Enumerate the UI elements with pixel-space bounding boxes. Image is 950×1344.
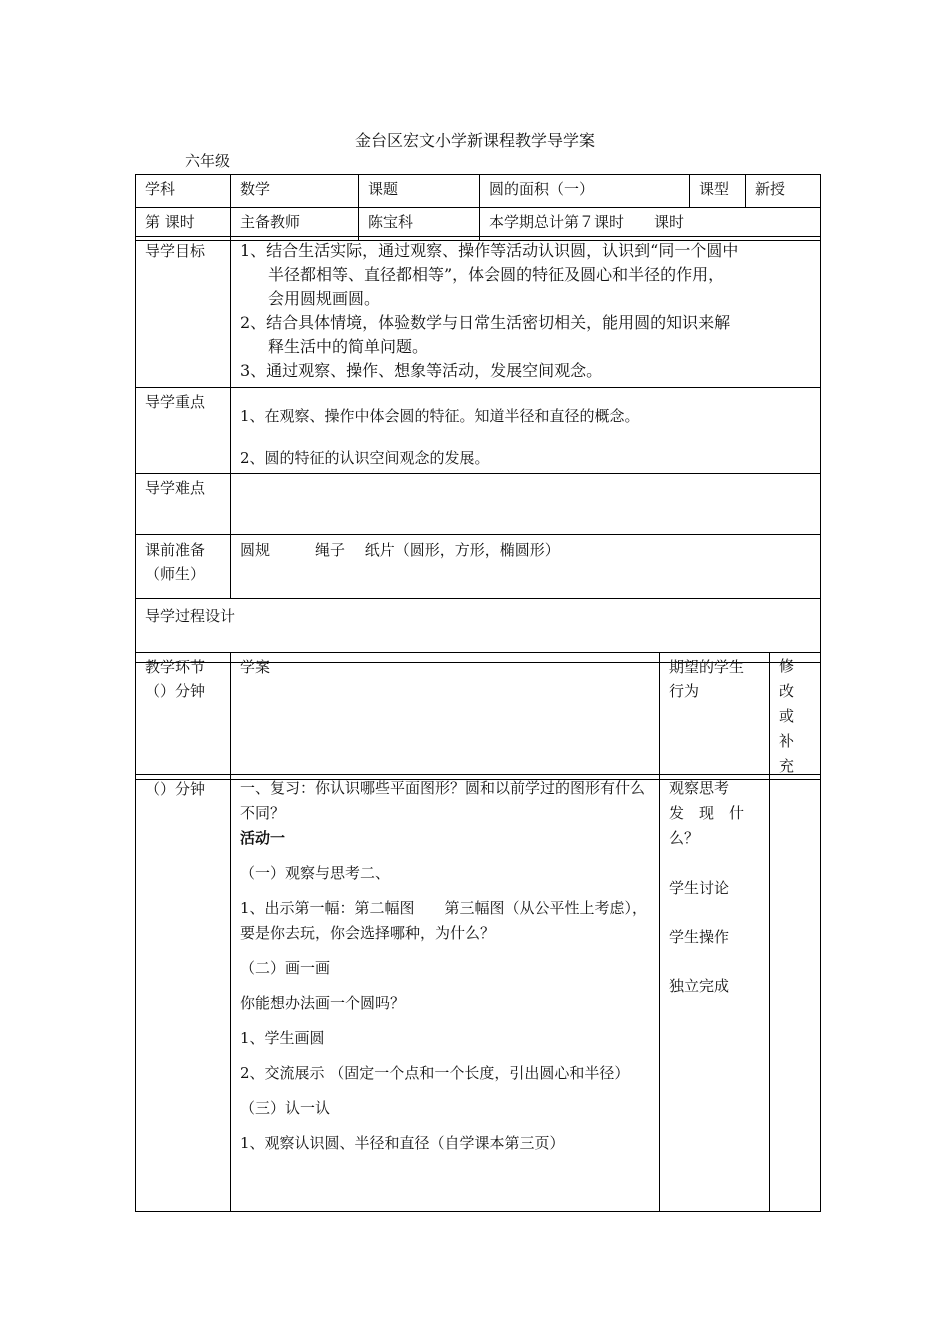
type-label: 课型 [690, 175, 746, 208]
activity-one: 活动一 [240, 829, 286, 847]
study-plan-content [231, 775, 660, 1212]
stage-header-line-2: （）分钟 [145, 682, 206, 700]
revision-char: 充 [779, 757, 795, 775]
subject-label: 学科 [136, 175, 231, 208]
revision-content [770, 775, 821, 1212]
revision-char: 或 [779, 707, 795, 725]
type-value: 新授 [746, 175, 821, 208]
process-design-label: 导学过程设计 [136, 599, 821, 663]
recognize-section: （三）认一认 [240, 1099, 331, 1117]
expect-line-2: 发 现 什 [669, 804, 745, 822]
difficulty-label: 导学难点 [136, 474, 231, 535]
grade-label: 六年级 [185, 152, 231, 170]
time-label: （）分钟 [136, 775, 231, 1212]
goal-1-line-1: 1、结合生活实际，通过观察、操作等活动认识圆，认识到“同一个圆中 [240, 241, 739, 260]
goals-label: 导学目标 [136, 237, 231, 388]
topic-value: 圆的面积（一） [480, 175, 690, 208]
revision-header [770, 653, 821, 780]
difficulty-value [231, 474, 821, 535]
lesson-info-table [135, 174, 821, 241]
lesson-plan-table [135, 236, 821, 663]
review-text: 一、复习：你认识哪些平面图形？圆和以前学过的图形有什么不同？ [240, 779, 646, 822]
preparation-label-line-2: （师生） [145, 565, 206, 583]
observe-section: （一）观察与思考二、 [240, 864, 391, 882]
teacher-label: 主备教师 [231, 208, 359, 241]
expect-line-5: 学生操作 [669, 928, 730, 946]
expect-line-4: 学生讨论 [669, 879, 730, 897]
teacher-value: 陈宝科 [359, 208, 480, 241]
expected-behavior-content [660, 775, 770, 1212]
key-points-label: 导学重点 [136, 388, 231, 474]
revision-char: 修 [779, 657, 795, 675]
preparation-label-line-1: 课前准备 [145, 541, 206, 559]
draw-step-1: 1、学生画圆 [240, 1029, 325, 1047]
show-pictures-text: 1、出示第一幅：第二幅图 第三幅图（从公平性上考虑），要是你去玩，你会选择哪种，为什么？ [240, 899, 648, 942]
draw-question: 你能想办法画一个圆吗？ [240, 994, 406, 1012]
study-plan-header: 学案 [231, 653, 660, 780]
preparation-label [136, 535, 231, 599]
goal-1-line-3: 会用圆规画圆。 [268, 289, 381, 308]
expected-behavior-header [660, 653, 770, 780]
preparation-value: 圆规 绳子 纸片（圆形，方形，椭圆形） [231, 535, 821, 599]
goal-3: 3、通过观察、操作、想象等活动，发展空间观念。 [240, 361, 603, 380]
key-points-content [231, 388, 821, 474]
stage-header-line-1: 教学环节 [145, 658, 206, 676]
draw-step-2: 2、交流展示 （固定一个点和一个长度，引出圆心和半径） [240, 1064, 630, 1082]
expect-line-1: 观察思考 [669, 779, 730, 797]
revision-char: 改 [779, 682, 795, 700]
expect-line-3: 么？ [669, 829, 700, 847]
key-point-1: 1、在观察、操作中体会圆的特征。知道半径和直径的概念。 [240, 407, 640, 425]
revision-char: 补 [779, 732, 795, 750]
process-header-table [135, 652, 821, 780]
document-title: 金台区宏文小学新课程教学导学案 [354, 131, 595, 150]
goal-2-line-2: 释生活中的简单问题。 [268, 337, 429, 356]
goals-content [231, 237, 821, 388]
recognize-step-1: 1、观察认识圆、半径和直径（自学课本第三页） [240, 1134, 565, 1152]
topic-label: 课题 [359, 175, 480, 208]
period-label: 第 课时 [136, 208, 231, 241]
total-periods: 本学期总计第７课时 课时 [480, 208, 821, 241]
key-point-2: 2、圆的特征的认识空间观念的发展。 [240, 449, 490, 467]
expected-header-line-1: 期望的学生 [669, 658, 745, 676]
subject-value: 数学 [231, 175, 359, 208]
draw-section: （二）画一画 [240, 959, 331, 977]
process-body-table [135, 774, 821, 1212]
expect-line-6: 独立完成 [669, 977, 730, 995]
goal-2-line-1: 2、结合具体情境，体验数学与日常生活密切相关，能用圆的知识来解 [240, 313, 731, 332]
process-stage-header [136, 653, 231, 780]
expected-header-line-2: 行为 [669, 682, 700, 700]
goal-1-line-2: 半径都相等、直径都相等”，体会圆的特征及圆心和半径的作用， [268, 265, 725, 284]
